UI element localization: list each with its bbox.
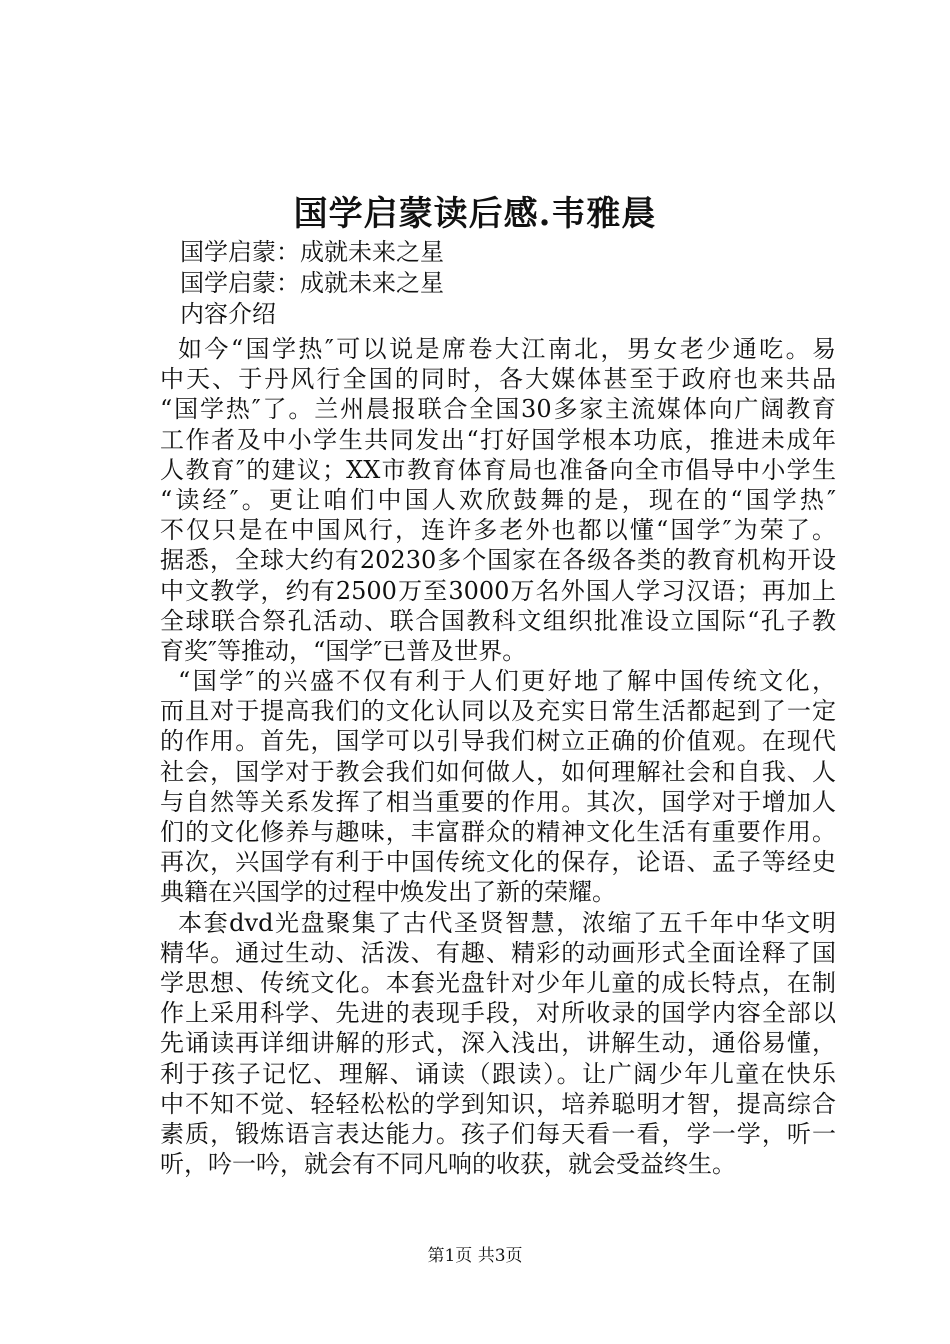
paragraph-line: 中天、于丹风行全国的同时，各大媒体甚至于政府也来共品 [160,365,836,394]
paragraph-line: 育奖″等推动，“国学″已普及世界。 [160,636,527,665]
paragraph-line: 再次，兴国学有利于中国传统文化的保存，论语、孟子等经史 [160,848,836,877]
paragraph-line: “读经″。更让咱们中国人欢欣鼓舞的是，现在的“国学热″ [160,485,836,514]
paragraph-line: 听，吟一吟，就会有不同凡响的收获，就会受益终生。 [160,1150,736,1179]
paragraph-line: 中不知不觉、轻轻松松的学到知识，培养聪明才智，提高综合 [160,1089,836,1118]
paragraph-line: 先诵读再详细讲解的形式，深入浅出，讲解生动，通俗易懂， [160,1029,836,1058]
paragraph-line: 如今“国学热″可以说是席卷大江南北，男女老少通吃。易 [178,335,836,363]
paragraph-line: 全球联合祭孔活动、联合国教科文组织批准设立国际“孔子教 [160,606,836,635]
paragraph-line: 典籍在兴国学的过程中焕发出了新的荣耀。 [160,878,616,907]
paragraph-line: “国学″的兴盛不仅有利于人们更好地了解中国传统文化， [178,667,836,696]
paragraph-line: 而且对于提高我们的文化认同以及充实日常生活都起到了一定 [160,697,836,726]
paragraph-line: 不仅只是在中国风行，连许多老外也都以懂“国学″为荣了。 [160,516,836,545]
paragraph-line: 精华。通过生动、活泼、有趣、精彩的动画形式全面诠释了国 [160,938,836,967]
paragraph-line: 利于孩子记忆、理解、诵读（跟读）。让广阔少年儿童在快乐 [160,1059,836,1088]
paragraph-line: “国学热″了。兰州晨报联合全国30多家主流媒体向广阔教育 [160,395,836,424]
document-title: 国学启蒙读后感.韦雅晨 [293,194,657,234]
paragraph-line: 素质，锻炼语言表达能力。孩子们每天看一看，学一学，听一 [160,1119,836,1148]
paragraph-line: 据悉，全球大约有20230多个国家在各级各类的教育机构开设 [160,546,836,575]
page-footer: 第1页 共3页 [427,1246,523,1266]
intro-lines [180,237,444,330]
paragraph-line: 中文教学，约有2500万至3000万名外国人学习汉语；再加上 [160,576,836,605]
paragraph-line: 工作者及中小学生共同发出“打好国学根本功底，推进未成年 [160,425,836,454]
paragraph-line: 的作用。首先，国学可以引导我们树立正确的价值观。在现代 [160,727,836,756]
paragraph-line: 们的文化修养与趣味，丰富群众的精神文化生活有重要作用。 [160,818,836,846]
document-body [160,334,836,1179]
paragraph-line: 社会，国学对于教会我们如何做人，如何理解社会和自我、人 [160,757,836,786]
paragraph-line: 学思想、传统文化。本套光盘针对少年儿童的成长特点，在制 [160,968,836,997]
paragraph-line: 与自然等关系发挥了相当重要的作用。其次，国学对于增加人 [160,787,836,816]
intro-line: 国学启蒙：成就未来之星 [180,269,444,297]
intro-line: 内容介绍 [180,300,276,328]
paragraph-line: 本套dvd光盘聚集了古代圣贤智慧，浓缩了五千年中华文明 [178,908,836,937]
paragraph-line: 作上采用科学、先进的表现手段，对所收录的国学内容全部以 [160,999,836,1028]
intro-line: 国学启蒙：成就未来之星 [180,238,444,266]
paragraph-line: 人教育″的建议；XX市教育体育局也准备向全市倡导中小学生 [160,455,836,484]
